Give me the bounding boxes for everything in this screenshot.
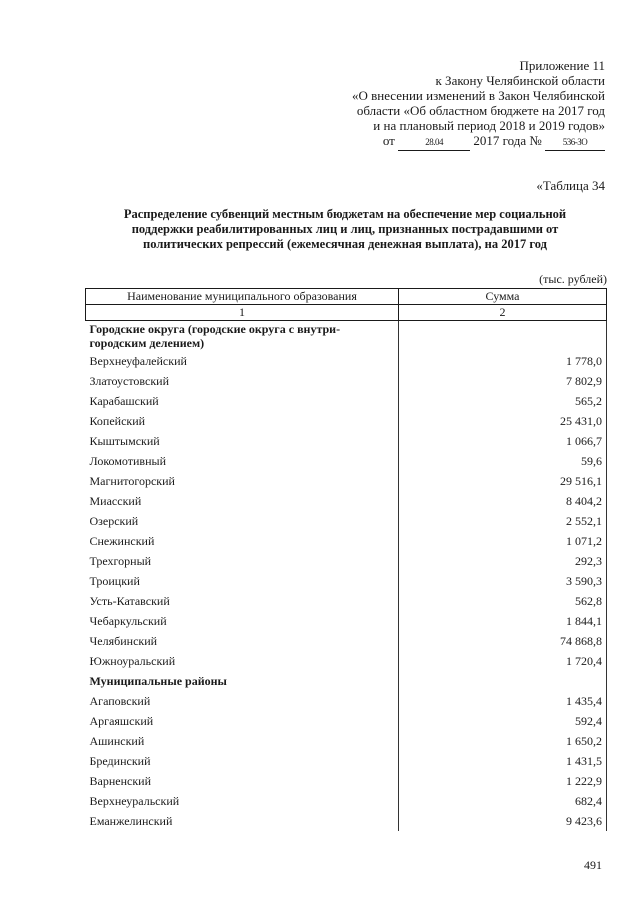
amount-value: 1 650,2 [399, 731, 607, 751]
table-row [86, 351, 607, 371]
section-title: Городские округа (городские округа с внутри-городским делением) [89, 322, 341, 350]
municipality-name: Озерский [89, 513, 139, 528]
municipality-name: Брединский [89, 753, 151, 768]
amount-value: 682,4 [399, 791, 607, 811]
table-row [86, 571, 607, 591]
page-number: 491 [584, 858, 602, 872]
table-row [86, 731, 607, 751]
year-text: 2017 года № [473, 133, 542, 148]
table-row [86, 431, 607, 451]
amount-value: 592,4 [399, 711, 607, 731]
amount-value: 9 423,6 [399, 811, 607, 831]
amount-value: 25 431,0 [399, 411, 607, 431]
column-header-name: Наименование муниципального образования [86, 289, 399, 305]
table-row [86, 471, 607, 491]
column-number-row [86, 305, 607, 321]
amount-value: 59,6 [399, 451, 607, 471]
law-date: 28.04 [398, 133, 470, 151]
municipality-name: Верхнеуральский [89, 793, 180, 808]
amount-value: 1 222,9 [399, 771, 607, 791]
table-row [86, 391, 607, 411]
municipality-name: Ашинский [89, 733, 145, 748]
municipality-name: Магнитогорский [89, 473, 175, 488]
amount-value: 1 066,7 [399, 431, 607, 451]
amount-value: 29 516,1 [399, 471, 607, 491]
municipality-name: Карабашский [89, 393, 159, 408]
municipality-name: Снежинский [89, 533, 155, 548]
municipality-name: Миасский [89, 493, 142, 508]
table-row [86, 411, 607, 431]
amount-value: 1 431,5 [399, 751, 607, 771]
title-line: поддержки реабилитированных лиц и лиц, признанных пострадавшими от [131, 222, 559, 236]
amount-value: 1 071,2 [399, 531, 607, 551]
municipality-name: Усть-Катавский [89, 593, 170, 608]
municipality-name: Локомотивный [89, 453, 167, 468]
column-header-sum: Сумма [399, 289, 607, 305]
table-row [86, 451, 607, 471]
municipality-name: Челябинский [89, 633, 158, 648]
municipality-name: Агаповский [89, 693, 151, 708]
amount-value: 1 720,4 [399, 651, 607, 671]
municipality-name: Южноуральский [89, 653, 176, 668]
appendix-line: области «Об областном бюджете на 2017 год [356, 103, 605, 118]
table-row [86, 591, 607, 611]
amount-value: 74 868,8 [399, 631, 607, 651]
table-row [86, 531, 607, 551]
column-number: 2 [399, 305, 607, 321]
table-row [86, 511, 607, 531]
table-row [86, 651, 607, 671]
municipality-name: Троицкий [89, 573, 140, 588]
units-label: (тыс. рублей) [539, 272, 607, 286]
title-line: Распределение субвенций местным бюджетам на обеспечение мер социальной [123, 207, 567, 221]
document-title [75, 207, 615, 252]
subvention-table [85, 288, 607, 831]
appendix-line: и на плановый период 2018 и 2019 годов» [373, 118, 605, 133]
table-row [86, 691, 607, 711]
table-header-row [86, 289, 607, 305]
table-label: «Таблица 34 [536, 178, 605, 193]
table-row [86, 711, 607, 731]
amount-value: 7 802,9 [399, 371, 607, 391]
municipality-name: Верхнеуфалейский [89, 353, 187, 368]
amount-value: 292,3 [399, 551, 607, 571]
appendix-header [185, 58, 605, 151]
table-row [86, 791, 607, 811]
table-row [86, 751, 607, 771]
section-row [86, 321, 607, 352]
municipality-name: Златоустовский [89, 373, 169, 388]
column-number: 1 [86, 305, 399, 321]
amount-value: 562,8 [399, 591, 607, 611]
municipality-name: Кыштымский [89, 433, 160, 448]
municipality-name: Еманжелинский [89, 813, 173, 828]
municipality-name: Аргаяшский [89, 713, 154, 728]
appendix-line: «О внесении изменений в Закон Челябинской [351, 88, 605, 103]
law-date-line [185, 133, 605, 151]
table-row [86, 771, 607, 791]
table-row [86, 371, 607, 391]
section-value-cell [399, 671, 607, 691]
from-prefix: от [382, 133, 395, 148]
amount-value: 3 590,3 [399, 571, 607, 591]
amount-value: 8 404,2 [399, 491, 607, 511]
municipality-name: Копейский [89, 413, 146, 428]
table-row [86, 551, 607, 571]
appendix-line: Приложение 11 [519, 58, 605, 73]
section-title: Муниципальные районы [89, 673, 227, 688]
municipality-name: Трехгорный [89, 553, 152, 568]
amount-value: 1 844,1 [399, 611, 607, 631]
appendix-line: к Закону Челябинской области [435, 73, 605, 88]
municipality-name: Варненский [89, 773, 151, 788]
municipality-name: Чебаркульский [89, 613, 167, 628]
title-line: политических репрессий (ежемесячная денежная выплата), на 2017 год [143, 237, 547, 251]
law-number: 536-ЗО [545, 133, 605, 151]
amount-value: 1 435,4 [399, 691, 607, 711]
table-row [86, 631, 607, 651]
section-row [86, 671, 607, 691]
section-value-cell [399, 321, 607, 352]
table-row [86, 811, 607, 831]
table-row [86, 491, 607, 511]
amount-value: 2 552,1 [399, 511, 607, 531]
table-row [86, 611, 607, 631]
amount-value: 565,2 [399, 391, 607, 411]
amount-value: 1 778,0 [399, 351, 607, 371]
